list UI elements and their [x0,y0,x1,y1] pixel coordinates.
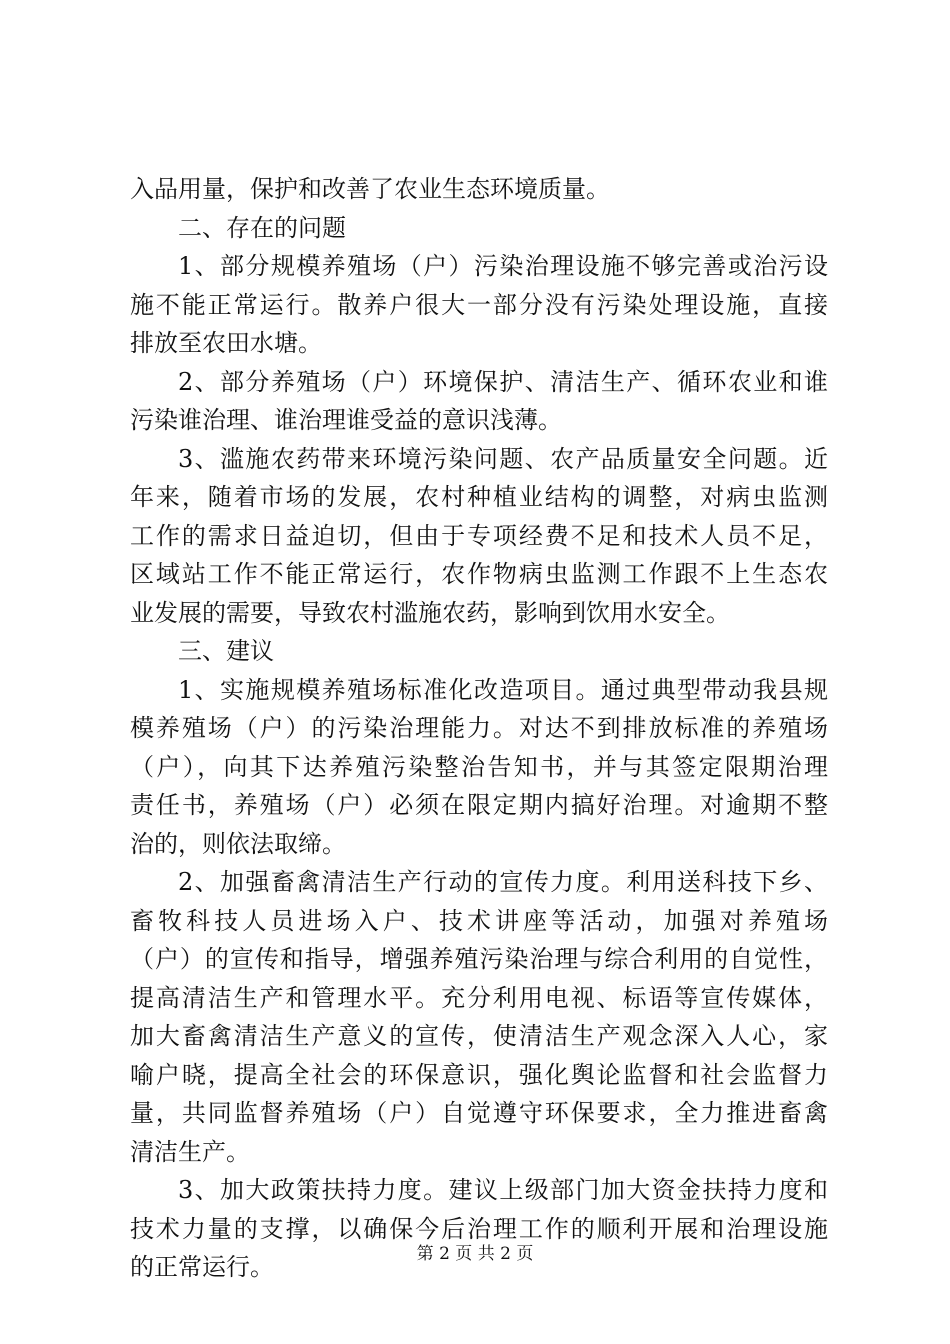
text-line: 的正常运行。 [130,1253,274,1281]
text-line: 1、实施规模养殖场标准化改造项目。通过典型带动我县规 [178,675,828,704]
page-number-footer: 第 2 页 共 2 页 [416,1244,534,1264]
text-line: 排放至农田水塘。 [130,329,322,357]
text-line: 技术力量的支撑，以确保今后治理工作的顺利开展和治理设施 [130,1214,828,1243]
section-heading: 三、建议 [178,637,274,665]
text-line: 年来，随着市场的发展，农村种植业结构的调整，对病虫监测 [130,483,828,511]
text-line: 污染谁治理、谁治理谁受益的意识浅薄。 [130,406,562,434]
text-line: 治的，则依法取缔。 [130,829,346,858]
text-line: 工作的需求日益迫切，但由于专项经费不足和技术人员不足， [130,521,828,550]
text-line: 3、滥施农药带来环境污染问题、农产品质量安全问题。近 [178,444,828,473]
text-line: 喻户晓，提高全社会的环保意识，强化舆论监督和社会监督力 [130,1060,828,1089]
text-line: 清洁生产。 [130,1137,250,1166]
text-line: 加大畜禽清洁生产意义的宣传，使清洁生产观念深入人心，家 [130,1022,828,1050]
text-line: 量，共同监督养殖场（户）自觉遵守环保要求，全力推进畜禽 [130,1099,828,1127]
text-line: （户）的宣传和指导，增强养殖污染治理与综合利用的自觉性， [130,945,828,973]
text-line: 区域站工作不能正常运行，农作物病虫监测工作跟不上生态农 [130,560,828,588]
text-line: 1、部分规模养殖场（户）污染治理设施不够完善或治污设 [178,252,828,280]
text-line: 责任书，养殖场（户）必须在限定期内搞好治理。对逾期不整 [130,791,828,819]
text-line: 2、部分养殖场（户）环境保护、清洁生产、循环农业和谁 [178,367,828,396]
text-line: 3、加大政策扶持力度。建议上级部门加大资金扶持力度和 [178,1176,828,1204]
text-line: 施不能正常运行。散养户很大一部分没有污染处理设施，直接 [130,290,828,319]
text-line: 模养殖场（户）的污染治理能力。对达不到排放标准的养殖场 [130,714,828,742]
section-heading: 二、存在的问题 [178,213,346,242]
text-line: 2、加强畜禽清洁生产行动的宣传力度。利用送科技下乡、 [178,868,828,896]
text-line: 提高清洁生产和管理水平。充分利用电视、标语等宣传媒体， [130,983,828,1012]
text-line: 畜牧科技人员进场入户、技术讲座等活动，加强对养殖场 [130,906,828,935]
text-line: （户），向其下达养殖污染整治告知书，并与其签定限期治理 [130,752,828,781]
document-body [130,170,828,1287]
text-line: 入品用量，保护和改善了农业生态环境质量。 [130,175,610,203]
text-line: 业发展的需要，导致农村滥施农药，影响到饮用水安全。 [130,598,730,627]
